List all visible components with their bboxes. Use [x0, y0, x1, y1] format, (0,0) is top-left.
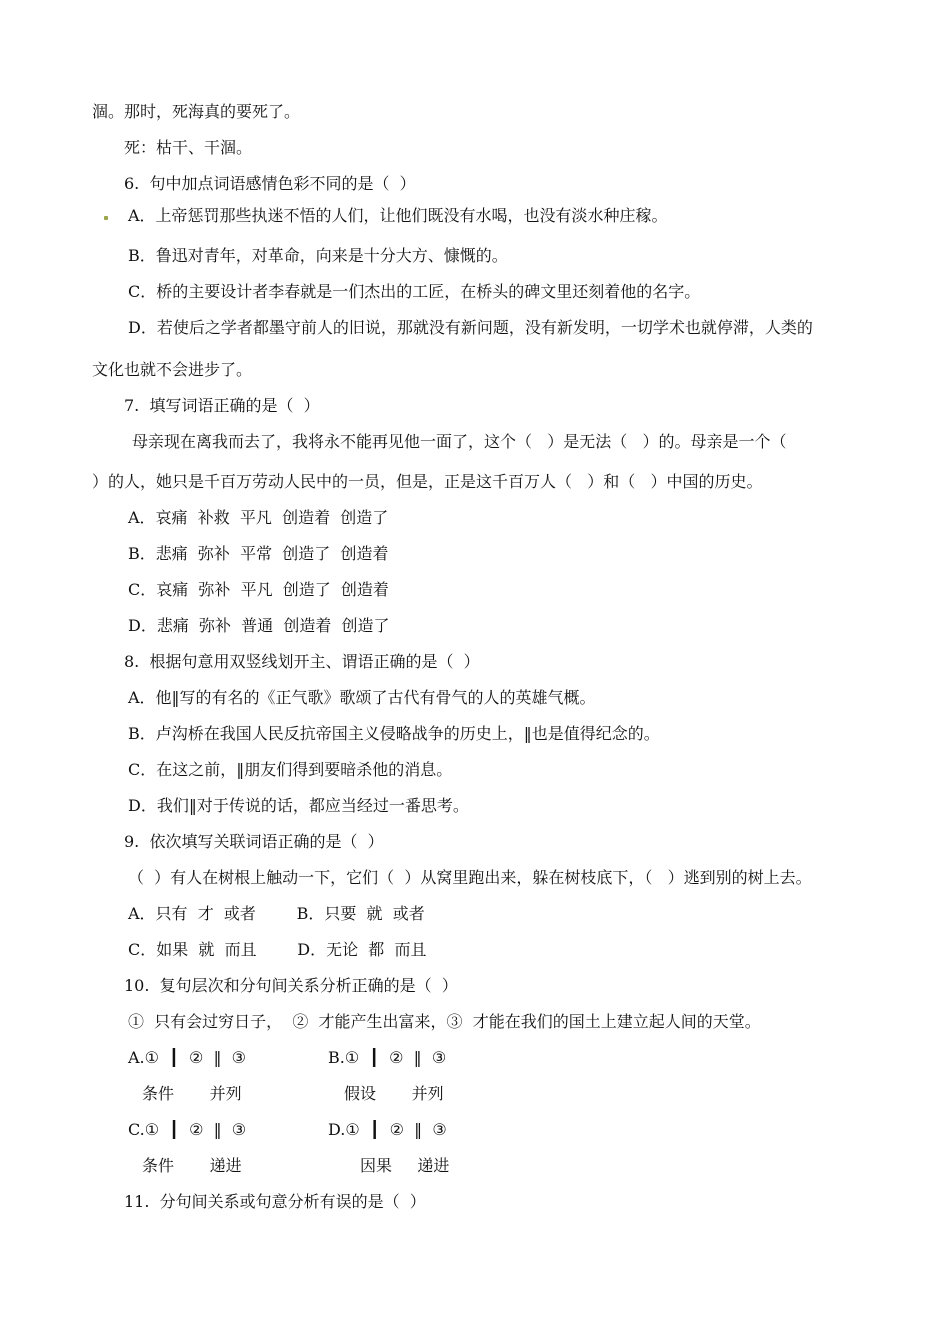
option-7d: D．悲痛 弥补 普通 创造着 创造了 — [128, 616, 390, 635]
option-10b-relations: 假设 并列 — [344, 1084, 444, 1103]
text-line: 涸。那时，死海真的要死了。 — [92, 102, 301, 121]
question-11-stem: 11. 分句间关系或句意分析有误的是（ ） — [124, 1192, 426, 1211]
option-7c: C．哀痛 弥补 平凡 创造了 创造着 — [128, 580, 389, 599]
question-9-passage: （ ）有人在树根上触动一下，它们（ ）从窝里跑出来，躲在树枝底下，（ ）逃到别的树上去。 — [128, 868, 812, 887]
option-10a-relations: 条件 并列 — [142, 1084, 242, 1103]
question-9-stem: 9. 依次填写关联词语正确的是（ ） — [124, 832, 384, 851]
option-7b: B．悲痛 弥补 平常 创造了 创造着 — [128, 544, 389, 563]
bullet-mark-icon — [104, 216, 108, 220]
option-10b-structure: B.① ┃ ② ‖ ③ — [328, 1048, 447, 1067]
text-line: 死：枯干、干涸。 — [124, 138, 253, 157]
question-8-stem: 8. 根据句意用双竖线划开主、谓语正确的是（ ） — [124, 652, 480, 671]
option-6d-cont: 文化也就不会进步了。 — [92, 360, 253, 379]
option-6c: C．桥的主要设计者李春就是一们杰出的工匠，在桥头的碑文里还刻着他的名字。 — [128, 282, 701, 301]
question-7-passage-cont: ）的人，她只是千百万劳动人民中的一员，但是，正是这千百万人（ ）和（ ）中国的历史。 — [92, 472, 763, 491]
option-10d-structure: D.① ┃ ② ‖ ③ — [328, 1120, 447, 1139]
option-6d: D．若使后之学者都墨守前人的旧说，那就没有新问题，没有新发明，一切学术也就停滞，人类的 — [128, 318, 813, 337]
option-6a: A．上帝惩罚那些执迷不悟的人们，让他们既没有水喝，也没有淡水种庄稼。 — [128, 206, 668, 225]
option-10c-structure: C.① ┃ ② ‖ ③ — [128, 1120, 247, 1139]
option-8b: B．卢沟桥在我国人民反抗帝国主义侵略战争的历史上，‖也是值得纪念的。 — [128, 724, 660, 743]
question-10-stem: 10. 复句层次和分句间关系分析正确的是（ ） — [124, 976, 458, 995]
options-9cd: C．如果 就 而且 D．无论 都 而且 — [128, 940, 427, 959]
question-7-passage: 母亲现在离我而去了，我将永不能再见他一面了，这个（ ）是无法（ ）的。母亲是一个（ — [132, 432, 787, 451]
question-7-stem: 7. 填写词语正确的是（ ） — [124, 396, 320, 415]
question-6-stem: 6. 句中加点词语感情色彩不同的是（ ） — [124, 174, 416, 193]
options-9ab: A．只有 才 或者 B．只要 就 或者 — [128, 904, 425, 923]
option-10a-structure: A.① ┃ ② ‖ ③ — [128, 1048, 246, 1067]
option-7a: A．哀痛 补救 平凡 创造着 创造了 — [128, 508, 389, 527]
option-8a: A．他‖写的有名的《正气歌》歌颂了古代有骨气的人的英雄气概。 — [128, 688, 596, 707]
option-8c: C．在这之前，‖朋友们得到要暗杀他的消息。 — [128, 760, 453, 779]
question-10-passage: ① 只有会过穷日子， ② 才能产生出富来，③ 才能在我们的国土上建立起人间的天堂。 — [128, 1012, 761, 1031]
option-6b: B．鲁迅对青年，对革命，向来是十分大方、慷慨的。 — [128, 246, 508, 265]
option-10c-relations: 条件 递进 — [142, 1156, 242, 1175]
option-8d: D．我们‖对于传说的话，都应当经过一番思考。 — [128, 796, 469, 815]
option-10d-relations: 因果 递进 — [360, 1156, 450, 1175]
